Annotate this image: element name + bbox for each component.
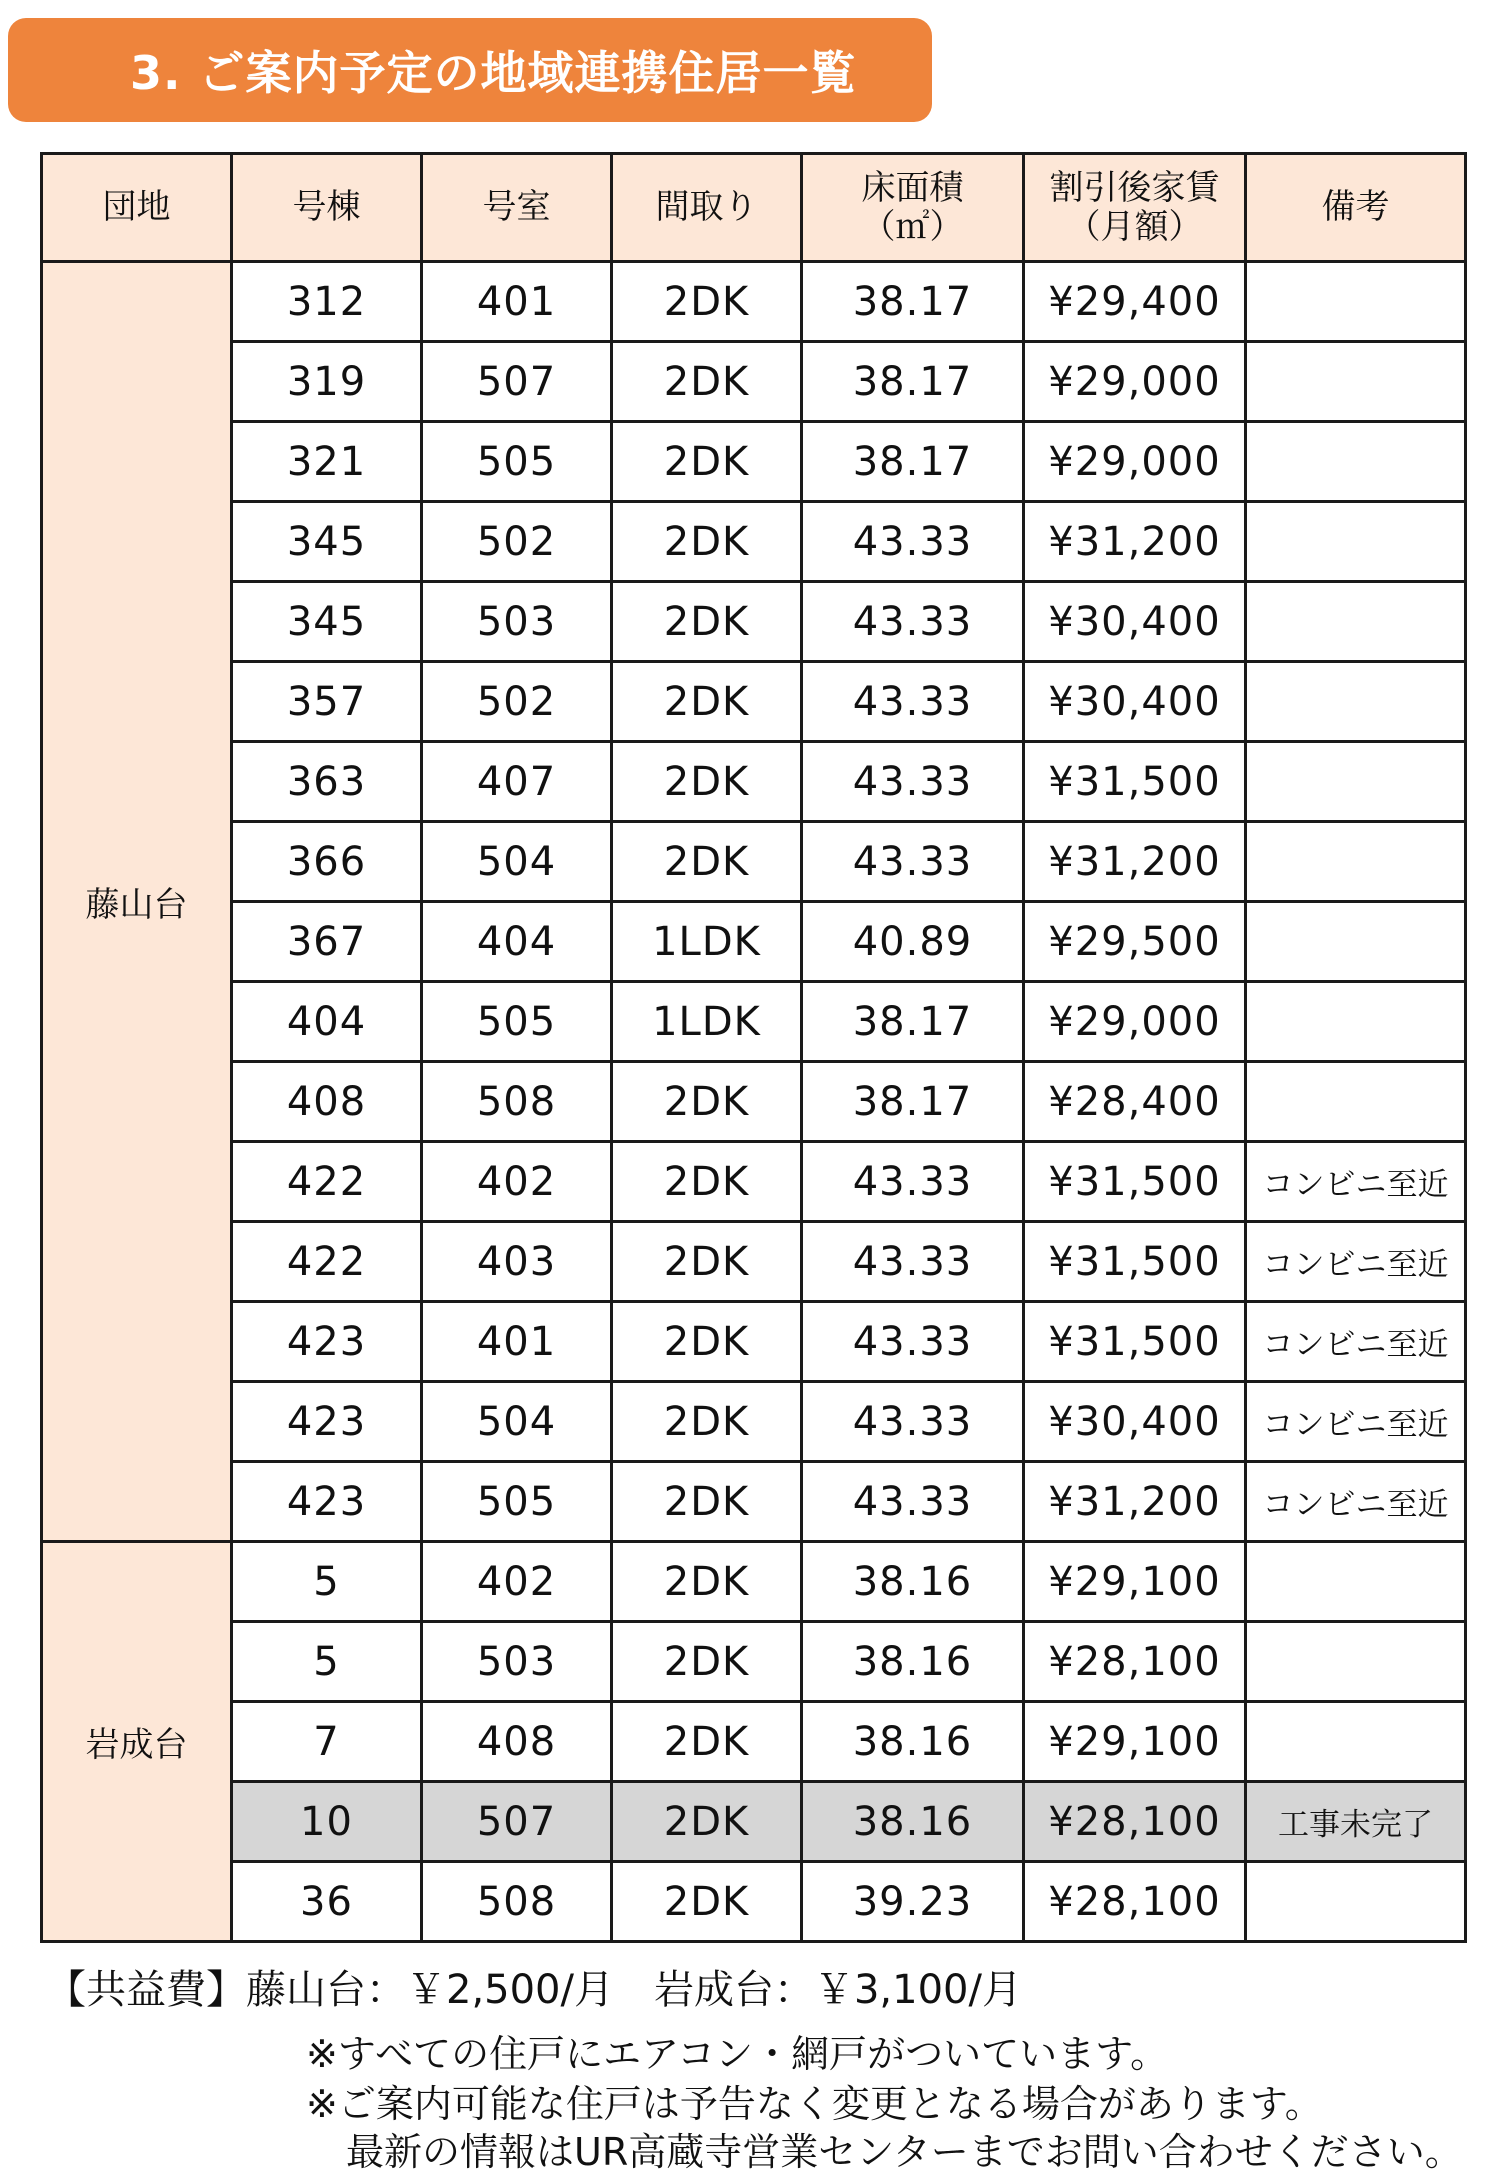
building-cell: 7 (232, 1702, 422, 1782)
remarks-cell (1246, 1622, 1466, 1702)
page-title: 3. ご案内予定の地域連携住居一覧 (130, 46, 857, 100)
layout-cell: 2DK (612, 422, 802, 502)
room-cell: 503 (422, 1622, 612, 1702)
room-cell: 508 (422, 1862, 612, 1942)
rent-cell: ¥29,400 (1024, 262, 1246, 342)
rent-cell: ¥31,200 (1024, 1462, 1246, 1542)
rent-cell: ¥29,000 (1024, 982, 1246, 1062)
rent-cell: ¥29,000 (1024, 422, 1246, 502)
room-cell: 502 (422, 662, 612, 742)
area-cell: 43.33 (802, 1462, 1024, 1542)
room-cell: 502 (422, 502, 612, 582)
layout-cell: 2DK (612, 262, 802, 342)
table-row (42, 1462, 1466, 1542)
layout-cell: 2DK (612, 502, 802, 582)
header-layout: 間取り (612, 154, 802, 262)
rent-cell: ¥28,100 (1024, 1622, 1246, 1702)
building-cell: 357 (232, 662, 422, 742)
layout-cell: 2DK (612, 662, 802, 742)
remarks-cell (1246, 1862, 1466, 1942)
rent-cell: ¥31,500 (1024, 742, 1246, 822)
building-cell: 312 (232, 262, 422, 342)
table-row (42, 822, 1466, 902)
room-cell: 505 (422, 1462, 612, 1542)
remarks-cell (1246, 1542, 1466, 1622)
rent-cell: ¥28,100 (1024, 1782, 1246, 1862)
note-aircon: ※すべての住戸にエアコン・網戸がついています。 (306, 2032, 1169, 2076)
table-row (42, 742, 1466, 822)
building-cell: 363 (232, 742, 422, 822)
remarks-cell (1246, 422, 1466, 502)
area-cell: 43.33 (802, 1302, 1024, 1382)
header-remarks: 備考 (1246, 154, 1466, 262)
estate-cell: 岩成台 (42, 1542, 232, 1942)
room-cell: 402 (422, 1542, 612, 1622)
table-row (42, 502, 1466, 582)
common-fee-line: 【共益費】藤山台：￥2,500/月 岩成台：￥3,100/月 (46, 1967, 1022, 2013)
building-cell: 345 (232, 502, 422, 582)
table-row (42, 422, 1466, 502)
table-row (42, 1542, 1466, 1622)
room-cell: 508 (422, 1062, 612, 1142)
remarks-cell (1246, 982, 1466, 1062)
room-cell: 403 (422, 1222, 612, 1302)
building-cell: 367 (232, 902, 422, 982)
header-room: 号室 (422, 154, 612, 262)
area-cell: 38.16 (802, 1622, 1024, 1702)
remarks-cell (1246, 822, 1466, 902)
area-cell: 43.33 (802, 822, 1024, 902)
table-row (42, 1382, 1466, 1462)
header-rent-line2: （月額） (1066, 206, 1203, 247)
room-cell: 505 (422, 982, 612, 1062)
room-cell: 503 (422, 582, 612, 662)
room-cell: 401 (422, 1302, 612, 1382)
header-rent (1024, 154, 1246, 262)
area-cell: 38.17 (802, 422, 1024, 502)
table-body (42, 262, 1466, 1942)
table-row (42, 1302, 1466, 1382)
building-cell: 319 (232, 342, 422, 422)
area-cell: 38.17 (802, 982, 1024, 1062)
remarks-cell: コンビニ至近 (1246, 1382, 1466, 1462)
building-cell: 404 (232, 982, 422, 1062)
area-cell: 40.89 (802, 902, 1024, 982)
table-row (42, 982, 1466, 1062)
building-cell: 422 (232, 1142, 422, 1222)
table-row (42, 1222, 1466, 1302)
header-estate: 団地 (42, 154, 232, 262)
units-table (40, 152, 1467, 1943)
area-cell: 38.17 (802, 262, 1024, 342)
layout-cell: 2DK (612, 822, 802, 902)
layout-cell: 2DK (612, 1062, 802, 1142)
layout-cell: 2DK (612, 1302, 802, 1382)
rent-cell: ¥31,200 (1024, 822, 1246, 902)
building-cell: 422 (232, 1222, 422, 1302)
header-rent-line1: 割引後家賃 (1049, 168, 1220, 209)
rent-cell: ¥31,200 (1024, 502, 1246, 582)
layout-cell: 2DK (612, 1222, 802, 1302)
layout-cell: 2DK (612, 1382, 802, 1462)
area-cell: 43.33 (802, 742, 1024, 822)
layout-cell: 2DK (612, 1702, 802, 1782)
room-cell: 402 (422, 1142, 612, 1222)
remarks-cell: コンビニ至近 (1246, 1462, 1466, 1542)
area-cell: 43.33 (802, 582, 1024, 662)
layout-cell: 1LDK (612, 902, 802, 982)
remarks-cell: コンビニ至近 (1246, 1142, 1466, 1222)
layout-cell: 2DK (612, 1542, 802, 1622)
header-row (42, 154, 1466, 262)
building-cell: 345 (232, 582, 422, 662)
rent-cell: ¥29,000 (1024, 342, 1246, 422)
table-row (42, 1622, 1466, 1702)
rent-cell: ¥31,500 (1024, 1222, 1246, 1302)
rent-cell: ¥30,400 (1024, 582, 1246, 662)
remarks-cell (1246, 1062, 1466, 1142)
room-cell: 505 (422, 422, 612, 502)
note-availability: ※ご案内可能な住戸は予告なく変更となる場合があります。 (306, 2082, 1323, 2126)
layout-cell: 2DK (612, 1862, 802, 1942)
remarks-cell: コンビニ至近 (1246, 1302, 1466, 1382)
table-row (42, 1782, 1466, 1862)
remarks-cell (1246, 662, 1466, 742)
rent-cell: ¥29,100 (1024, 1702, 1246, 1782)
area-cell: 38.16 (802, 1542, 1024, 1622)
remarks-cell: 工事未完了 (1246, 1782, 1466, 1862)
room-cell: 408 (422, 1702, 612, 1782)
building-cell: 36 (232, 1862, 422, 1942)
rent-cell: ¥30,400 (1024, 1382, 1246, 1462)
table-row (42, 1702, 1466, 1782)
table-row (42, 902, 1466, 982)
layout-cell: 2DK (612, 342, 802, 422)
building-cell: 423 (232, 1462, 422, 1542)
layout-cell: 2DK (612, 1462, 802, 1542)
room-cell: 404 (422, 902, 612, 982)
area-cell: 38.16 (802, 1702, 1024, 1782)
rent-cell: ¥28,100 (1024, 1862, 1246, 1942)
table-row (42, 1062, 1466, 1142)
table-row (42, 342, 1466, 422)
table-row (42, 582, 1466, 662)
area-cell: 39.23 (802, 1862, 1024, 1942)
header-area-line1: 床面積 (861, 168, 964, 209)
building-cell: 408 (232, 1062, 422, 1142)
building-cell: 5 (232, 1622, 422, 1702)
room-cell: 504 (422, 1382, 612, 1462)
header-building: 号棟 (232, 154, 422, 262)
table-row (42, 1142, 1466, 1222)
layout-cell: 2DK (612, 1142, 802, 1222)
estate-cell: 藤山台 (42, 262, 232, 1542)
remarks-cell (1246, 502, 1466, 582)
layout-cell: 2DK (612, 582, 802, 662)
table-header (42, 154, 1466, 262)
rent-cell: ¥29,100 (1024, 1542, 1246, 1622)
room-cell: 401 (422, 262, 612, 342)
room-cell: 504 (422, 822, 612, 902)
table-row (42, 262, 1466, 342)
area-cell: 38.17 (802, 1062, 1024, 1142)
area-cell: 38.17 (802, 342, 1024, 422)
rent-cell: ¥29,500 (1024, 902, 1246, 982)
layout-cell: 2DK (612, 742, 802, 822)
remarks-cell: コンビニ至近 (1246, 1222, 1466, 1302)
remarks-cell (1246, 742, 1466, 822)
building-cell: 10 (232, 1782, 422, 1862)
table-row (42, 662, 1466, 742)
rent-cell: ¥31,500 (1024, 1142, 1246, 1222)
area-cell: 43.33 (802, 662, 1024, 742)
area-cell: 43.33 (802, 1382, 1024, 1462)
rent-cell: ¥31,500 (1024, 1302, 1246, 1382)
remarks-cell (1246, 902, 1466, 982)
building-cell: 321 (232, 422, 422, 502)
building-cell: 366 (232, 822, 422, 902)
rent-cell: ¥30,400 (1024, 662, 1246, 742)
layout-cell: 2DK (612, 1622, 802, 1702)
area-cell: 43.33 (802, 1222, 1024, 1302)
table-row (42, 1862, 1466, 1942)
room-cell: 407 (422, 742, 612, 822)
note-contact: 最新の情報はUR高蔵寺営業センターまでお問い合わせください。 (346, 2130, 1463, 2174)
room-cell: 507 (422, 342, 612, 422)
room-cell: 507 (422, 1782, 612, 1862)
header-area (802, 154, 1024, 262)
title-banner (8, 18, 932, 122)
header-area-line2: （㎡） (861, 206, 964, 247)
building-cell: 423 (232, 1302, 422, 1382)
area-cell: 43.33 (802, 1142, 1024, 1222)
layout-cell: 1LDK (612, 982, 802, 1062)
remarks-cell (1246, 1702, 1466, 1782)
remarks-cell (1246, 342, 1466, 422)
area-cell: 38.16 (802, 1782, 1024, 1862)
remarks-cell (1246, 582, 1466, 662)
remarks-cell (1246, 262, 1466, 342)
building-cell: 423 (232, 1382, 422, 1462)
layout-cell: 2DK (612, 1782, 802, 1862)
rent-cell: ¥28,400 (1024, 1062, 1246, 1142)
area-cell: 43.33 (802, 502, 1024, 582)
building-cell: 5 (232, 1542, 422, 1622)
